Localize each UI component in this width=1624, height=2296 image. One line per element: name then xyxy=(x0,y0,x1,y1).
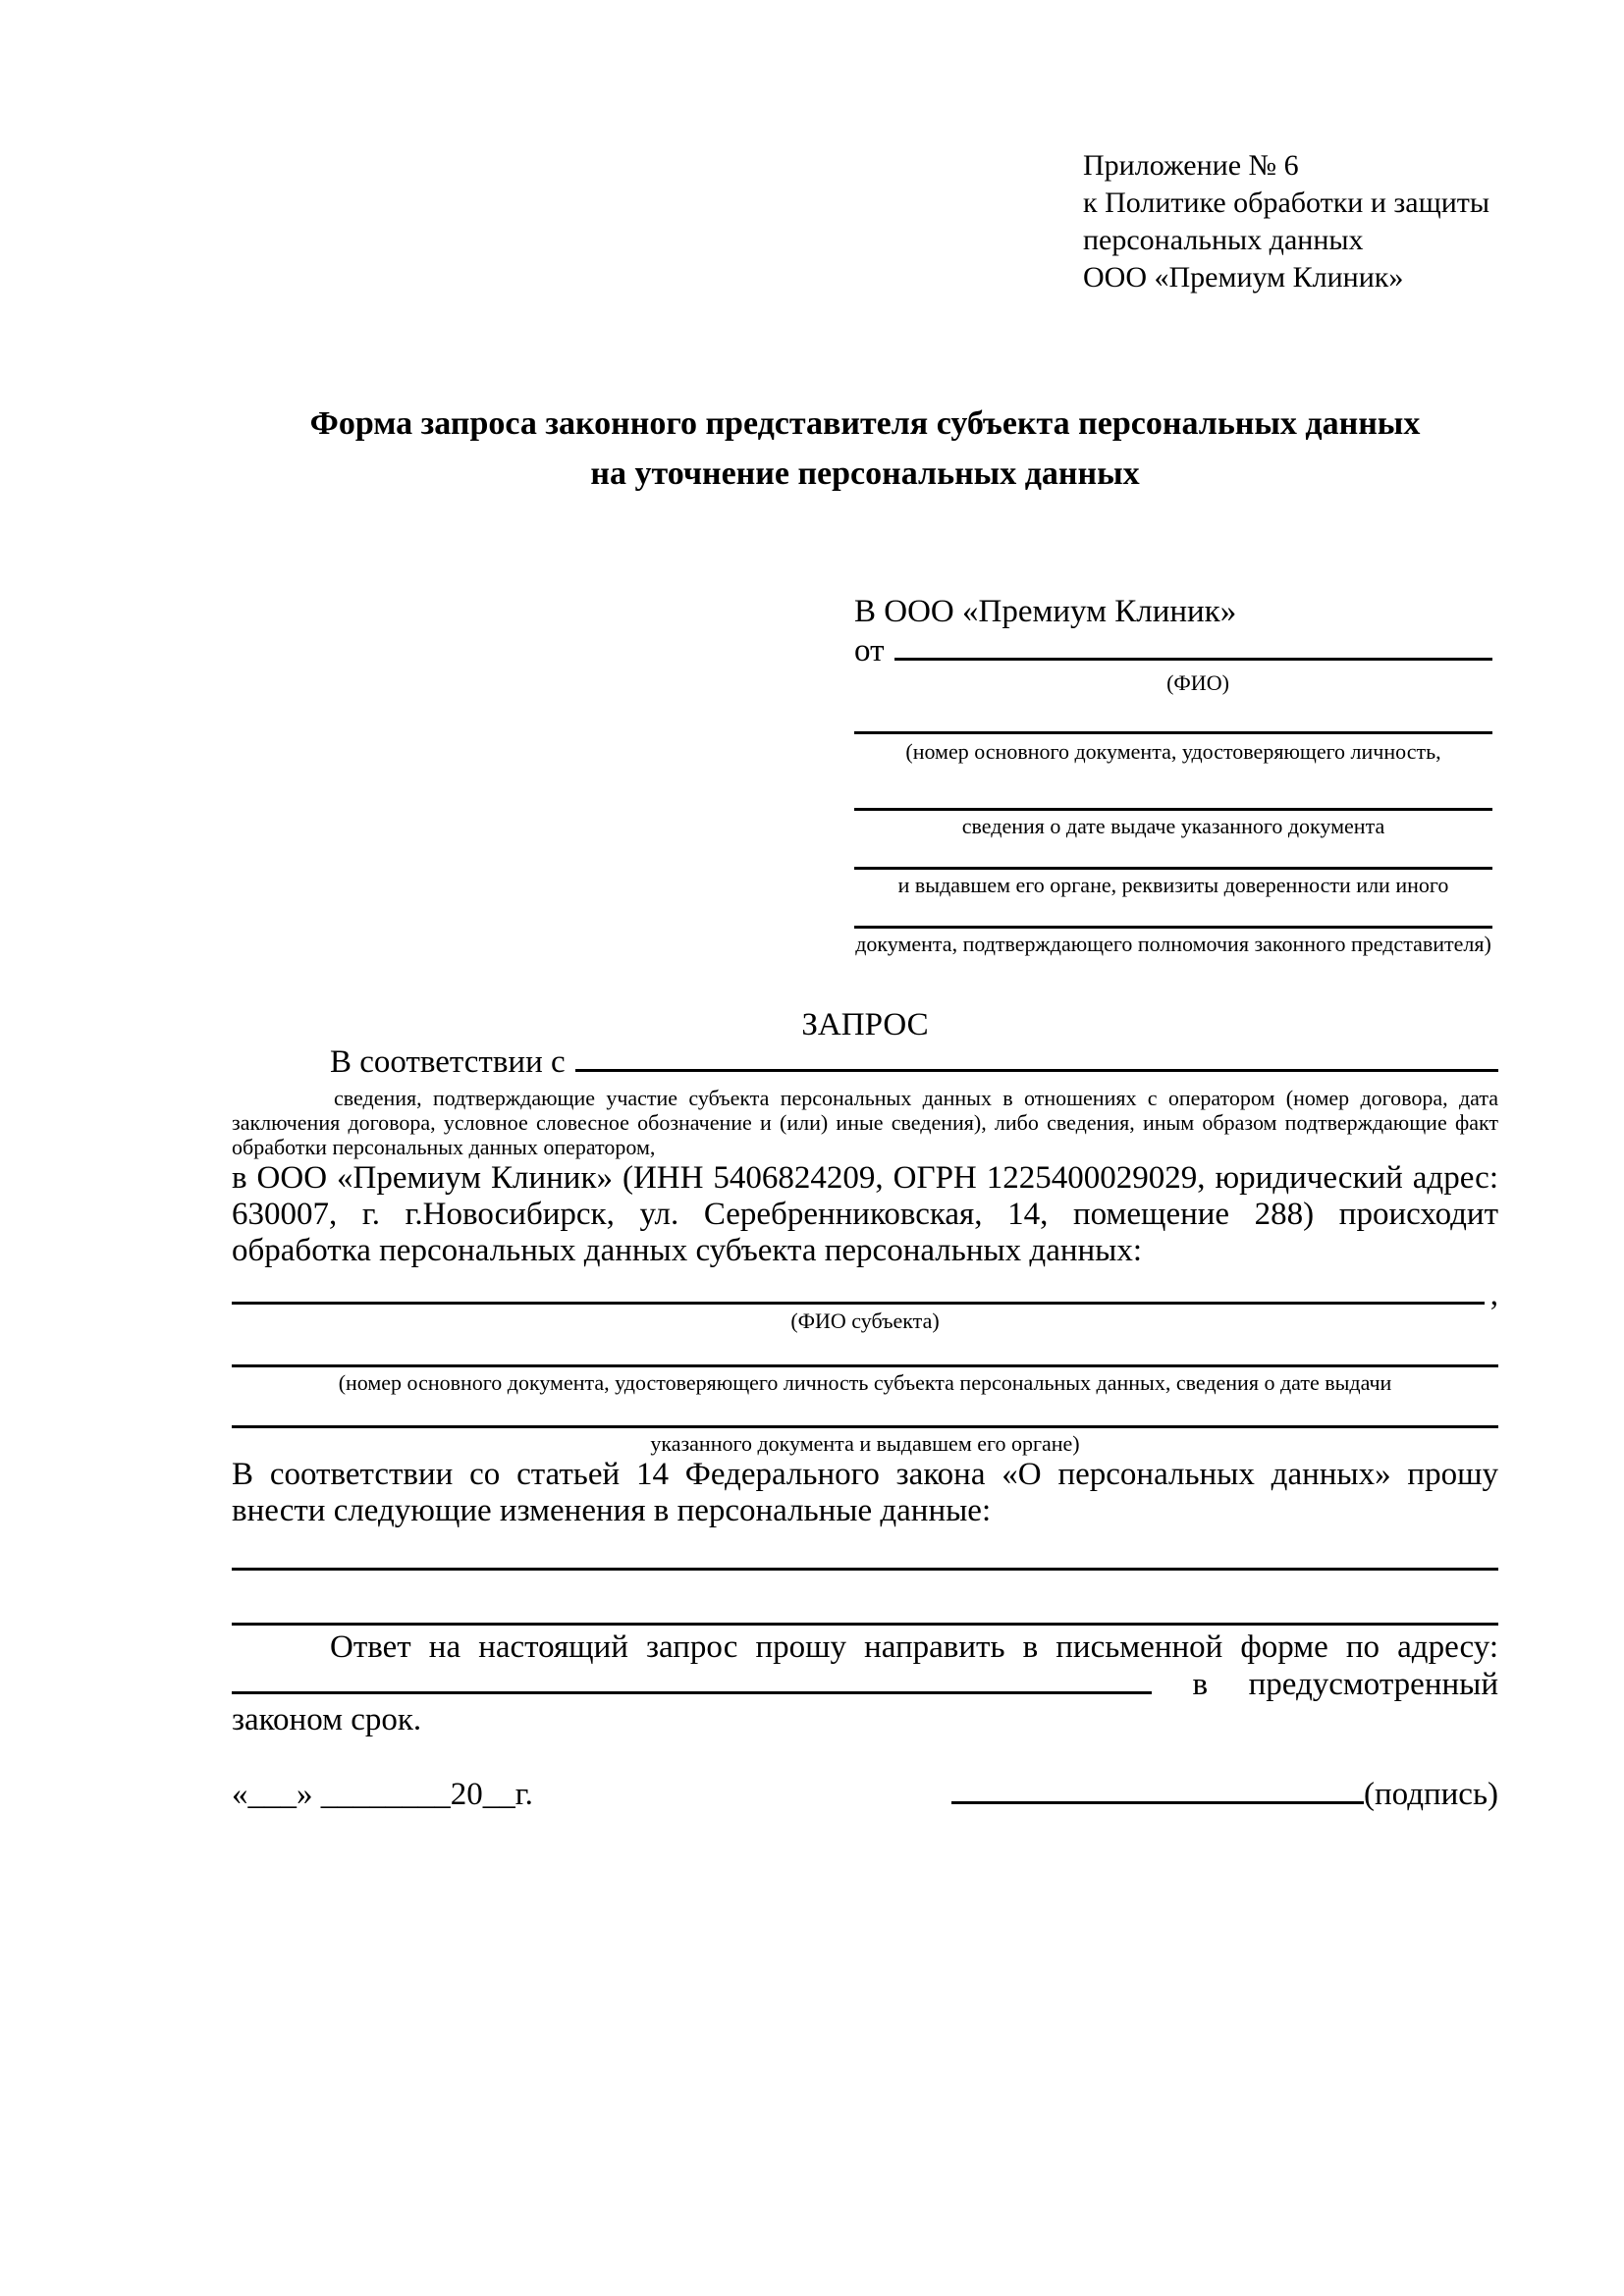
law-paragraph xyxy=(232,1457,1498,1529)
from-label: от xyxy=(854,633,885,668)
authority-doc-blank-line xyxy=(854,890,1492,929)
basis-row xyxy=(232,1044,1498,1081)
issuing-authority-blank-line xyxy=(854,831,1492,870)
signature-row xyxy=(232,1777,1498,1813)
operator-paragraph-line: обработка персональных данных субъекта персональных данных: xyxy=(232,1233,1142,1268)
appendix-header-line: персональных данных xyxy=(1083,224,1364,256)
reply-paragraph-line1: Ответ на настоящий запрос прошу направить в письменной форме по адресу: xyxy=(330,1629,1498,1665)
law-paragraph-line: внести следующие изменения в персональные данные: xyxy=(232,1493,992,1528)
appendix-header xyxy=(1083,147,1489,296)
basis-footnote-line: обработки персональных данных оператором, xyxy=(232,1135,656,1159)
reply-word: предусмотренный xyxy=(1248,1667,1498,1702)
reply-word: в xyxy=(1192,1667,1209,1702)
reply-paragraph-line3: законом срок. xyxy=(232,1702,422,1737)
trailing-comma: , xyxy=(1489,1277,1498,1312)
operator-paragraph-line: в ООО «Премиум Клиник» (ИНН 5406824209, ОГРН 1225400029029, юридический адрес: xyxy=(232,1160,1498,1196)
subject-doc-blank-line-2 xyxy=(232,1390,1498,1428)
operator-paragraph-line: 630007, г. г.Новосибирск, ул. Серебренниковская, 14, помещение 288) происходит xyxy=(232,1197,1498,1232)
signature-caption: (подпись) xyxy=(1364,1777,1498,1812)
issue-date-blank-line xyxy=(854,773,1492,811)
basis-prefix: В соответствии с xyxy=(330,1044,566,1080)
basis-footnote xyxy=(232,1086,1498,1159)
doc-caption: документа, подтверждающего полномочия законного представителя) xyxy=(855,932,1491,956)
request-heading: ЗАПРОС xyxy=(801,1007,929,1042)
signature-blank-line xyxy=(951,1800,1364,1804)
fio-caption: (ФИО) xyxy=(1166,670,1229,695)
date-blank: «___» ________20__г. xyxy=(232,1777,533,1812)
subject-caption: указанного документа и выдавшем его органе) xyxy=(650,1431,1080,1456)
subject-doc-blank-line xyxy=(232,1329,1498,1367)
document-title-line: Форма запроса законного представителя субъекта персональных данных xyxy=(309,405,1421,442)
representative-fio-blank-line xyxy=(894,657,1493,661)
doc-number-blank-line xyxy=(854,696,1492,734)
doc-caption: (номер основного документа, удостоверяющего личность, xyxy=(905,739,1441,764)
document-title-line: на уточнение персональных данных xyxy=(590,455,1140,492)
subject-caption: (номер основного документа, удостоверяющего личность субъекта персональных данных, сведения о дате выдачи xyxy=(338,1370,1392,1395)
addressee-from-row xyxy=(854,633,1492,669)
signature-area xyxy=(951,1777,1498,1813)
appendix-header-line: к Политике обработки и защиты xyxy=(1083,187,1490,219)
law-paragraph-line: В соответствии со статьей 14 Федерального закона «О персональных данных» прошу xyxy=(232,1457,1498,1492)
reply-address-row xyxy=(232,1667,1498,1703)
appendix-header-line: Приложение № 6 xyxy=(1083,149,1299,182)
subject-fio-blank-line xyxy=(232,1301,1485,1305)
changes-blank-line-2 xyxy=(232,1586,1498,1626)
basis-blank-line xyxy=(575,1068,1498,1072)
basis-footnote-line: сведения, подтверждающие участие субъекта персональных данных в отношениях с оператором (номер договора, дата xyxy=(334,1086,1498,1110)
subject-caption: (ФИО субъекта) xyxy=(790,1308,940,1333)
basis-footnote-line: заключения договора, условное словесное обозначение и (или) иные сведения), либо сведения, иным образом подтверждающие факт xyxy=(232,1110,1498,1135)
doc-caption: и выдавшем его органе, реквизиты доверенности или иного xyxy=(897,873,1449,897)
doc-caption: сведения о дате выдаче указанного документа xyxy=(961,814,1385,838)
appendix-header-line: ООО «Премиум Клиник» xyxy=(1083,261,1404,294)
addressee-organization: В ООО «Премиум Клиник» xyxy=(854,594,1237,629)
document-title xyxy=(232,399,1498,499)
address-blank-line xyxy=(232,1690,1152,1694)
changes-blank-line-1 xyxy=(232,1531,1498,1571)
operator-paragraph xyxy=(232,1160,1498,1269)
